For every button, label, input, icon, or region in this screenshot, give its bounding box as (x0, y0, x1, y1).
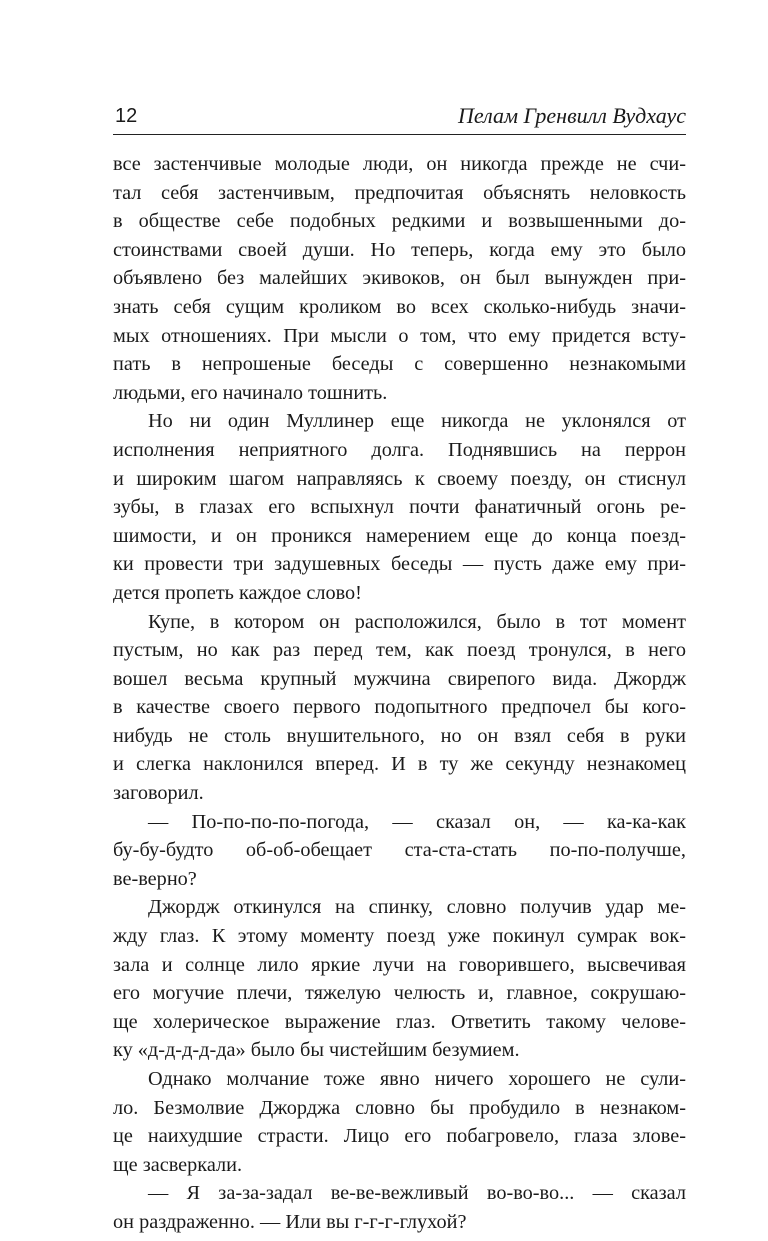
text-line: вошел весьма крупный мужчина свирепого вида. Джордж (113, 667, 686, 690)
text-line: нибудь не столь внушительного, но он взял себя в руки (113, 724, 686, 747)
text-line: пустым, но как раз перед тем, как поезд тронулся, в него (113, 639, 686, 662)
text-line: жду глаз. К этому моменту поезд уже покинул сумрак вок- (113, 925, 686, 948)
text-line: все застенчивые молодые люди, он никогда прежде не счи- (113, 153, 686, 175)
page-number: 12 (115, 105, 138, 127)
text-line: Джордж откинулся на спинку, словно получив удар ме- (148, 896, 686, 919)
text-line: зала и солнце лило яркие лучи на говорившего, высвечивая (113, 953, 686, 976)
text-line: исполнения неприятного долга. Поднявшись на перрон (113, 438, 686, 461)
text-line: Однако молчание тоже явно ничего хорошего не сули- (148, 1068, 686, 1090)
text-line: дется пропеть каждое слово! (113, 581, 362, 604)
text-line: объявлено без малейших экивоков, он был вынужден при- (113, 267, 686, 290)
text-line: в качестве своего первого подопытного предпочел бы кого- (113, 696, 686, 719)
body-text (113, 150, 686, 1237)
text-line: Купе, в котором он расположился, было в тот момент (148, 610, 686, 633)
text-line: — Я за-за-задал ве-ве-вежливый во-во-во... — сказал (148, 1182, 686, 1205)
text-line: зубы, в глазах его вспыхнул почти фанатичный огонь ре- (113, 496, 686, 519)
text-line: он раздраженно. — Или вы г-г-г-глухой? (113, 1210, 467, 1233)
text-line: знать себя сущим кроликом во всех сколько-нибудь значи- (113, 295, 686, 318)
text-line: бу-бу-будто об-об-обещает ста-ста-стать по-по-получше, (113, 839, 686, 862)
text-line: людьми, его начинало тошнить. (113, 381, 388, 404)
text-line: пать в непрошеные беседы с совершенно незнакомыми (113, 353, 686, 376)
text-line: его могучие плечи, тяжелую челюсть и, главное, сокрушаю- (113, 982, 686, 1005)
text-line: шимости, и он проникся намерением еще до конца поезд- (113, 524, 686, 547)
text-line: це наихудшие страсти. Лицо его побагровело, глаза злове- (113, 1125, 686, 1148)
text-line: — По-по-по-по-погода, — сказал он, — ка-ка-как (148, 810, 686, 833)
text-line: мых отношениях. При мысли о том, что ему придется всту- (113, 324, 686, 347)
text-line: и слегка наклонился вперед. И в ту же секунду незнакомец (113, 753, 686, 776)
text-line: ве-верно? (113, 867, 197, 890)
text-line: ку «д-д-д-д-да» было бы чистейшим безумием. (113, 1039, 520, 1062)
text-line: ще холерическое выражение глаз. Ответить такому челове- (113, 1010, 686, 1033)
text-line: ки провести три задушевных беседы — пусть даже ему при- (113, 553, 686, 576)
running-header (113, 100, 686, 135)
text-line: тал себя застенчивым, предпочитая объяснять неловкость (113, 181, 686, 204)
text-line: ло. Безмолвие Джорджа словно бы пробудило в незнаком- (113, 1096, 686, 1119)
text-line: и широким шагом направляясь к своему поезду, он стиснул (113, 467, 686, 490)
text-line: заговорил. (113, 782, 204, 805)
text-line: ще засверкали. (113, 1153, 243, 1176)
text-line: стоинствами своей души. Но теперь, когда ему это было (113, 238, 686, 261)
text-line: Но ни один Муллинер еще никогда не уклонялся от (148, 410, 686, 433)
running-head-author: Пелам Гренвилл Вудхаус (458, 103, 686, 128)
text-line: в обществе себе подобных редкими и возвышенными до- (113, 210, 686, 233)
